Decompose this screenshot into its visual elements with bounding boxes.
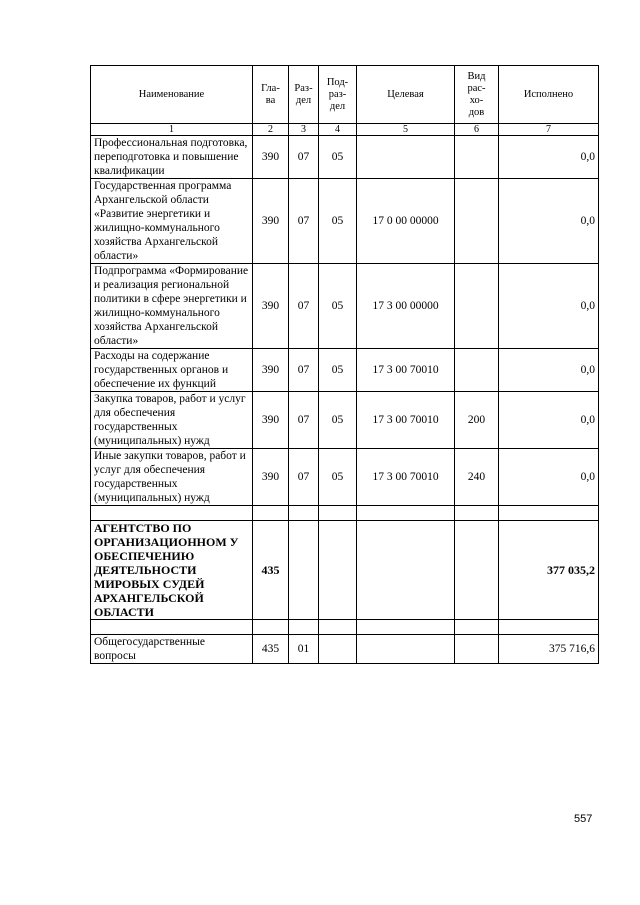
- column-number: 3: [289, 124, 319, 136]
- row-podrazdel: 05: [319, 179, 357, 264]
- row-name: Иные закупки товаров, работ и услуг для обеспечения государственных (муниципальных) нужд: [91, 449, 253, 506]
- row-amount: 0,0: [499, 349, 599, 392]
- row-amount: 0,0: [499, 392, 599, 449]
- row-glava: 390: [253, 392, 289, 449]
- row-podrazdel: 05: [319, 392, 357, 449]
- header-name: Наименование: [91, 66, 253, 124]
- row-podrazdel: 05: [319, 349, 357, 392]
- empty-row: [91, 620, 599, 635]
- row-glava: 390: [253, 449, 289, 506]
- header-podrazdel: Под- раз- дел: [319, 66, 357, 124]
- table-row: [91, 449, 599, 506]
- row-glava: 390: [253, 349, 289, 392]
- row-vid: [455, 179, 499, 264]
- header-amount: Исполнено: [499, 66, 599, 124]
- row-razdel: 07: [289, 179, 319, 264]
- row-name: Расходы на содержание государственных органов и обеспечение их функций: [91, 349, 253, 392]
- row-podrazdel: 05: [319, 136, 357, 179]
- column-number: 1: [91, 124, 253, 136]
- row-target: 17 0 00 00000: [357, 179, 455, 264]
- row-glava: 390: [253, 179, 289, 264]
- row-vid: [455, 136, 499, 179]
- row-name: Общегосударственные вопросы: [91, 635, 253, 664]
- row-razdel: 07: [289, 136, 319, 179]
- row-name: Подпрограмма «Формирование и реализация региональной политики в сфере энергетики и жилищно-коммунального хозяйства Архангельской области»: [91, 264, 253, 349]
- row-amount: 375 716,6: [499, 635, 599, 664]
- row-razdel: 07: [289, 392, 319, 449]
- row-target: 17 3 00 70010: [357, 449, 455, 506]
- row-razdel: 07: [289, 449, 319, 506]
- row-vid: 200: [455, 392, 499, 449]
- column-number: 2: [253, 124, 289, 136]
- column-number: 4: [319, 124, 357, 136]
- table-row: [91, 349, 599, 392]
- row-podrazdel: 05: [319, 264, 357, 349]
- row-razdel: 07: [289, 264, 319, 349]
- row-target: 17 3 00 70010: [357, 349, 455, 392]
- row-amount: 0,0: [499, 264, 599, 349]
- row-amount: 0,0: [499, 136, 599, 179]
- header-vid: Вид рас- хо- дов: [455, 66, 499, 124]
- row-glava: 390: [253, 264, 289, 349]
- row-target: [357, 136, 455, 179]
- column-number: 6: [455, 124, 499, 136]
- row-vid: 240: [455, 449, 499, 506]
- row-name: Государственная программа Архангельской области «Развитие энергетики и жилищно-коммунального хозяйства Архангельской области»: [91, 179, 253, 264]
- row-vid: [455, 264, 499, 349]
- agency-amount: 377 035,2: [499, 521, 599, 620]
- header-glava: Гла- ва: [253, 66, 289, 124]
- table-row: [91, 179, 599, 264]
- row-name: Закупка товаров, работ и услуг для обеспечения государственных (муниципальных) нужд: [91, 392, 253, 449]
- agency-glava: 435: [253, 521, 289, 620]
- column-number: 5: [357, 124, 455, 136]
- empty-row: [91, 506, 599, 521]
- row-vid: [455, 349, 499, 392]
- row-target: 17 3 00 00000: [357, 264, 455, 349]
- page-number: 557: [574, 813, 593, 825]
- row-amount: 0,0: [499, 179, 599, 264]
- header-razdel: Раз- дел: [289, 66, 319, 124]
- table-row: [91, 392, 599, 449]
- row-razdel: 01: [289, 635, 319, 664]
- table-row: [91, 635, 599, 664]
- row-name: Профессиональная подготовка, переподготовка и повышение квалификации: [91, 136, 253, 179]
- row-razdel: 07: [289, 349, 319, 392]
- column-number-row: [91, 124, 599, 136]
- row-amount: 0,0: [499, 449, 599, 506]
- row-glava: 435: [253, 635, 289, 664]
- header-row: [91, 66, 599, 124]
- row-target: 17 3 00 70010: [357, 392, 455, 449]
- agency-row: [91, 521, 599, 620]
- agency-name: АГЕНТСТВО ПО ОРГАНИЗАЦИОННОМ У ОБЕСПЕЧЕНИЮ ДЕЯТЕЛЬНОСТИ МИРОВЫХ СУДЕЙ АРХАНГЕЛЬСКОЙ ОБЛАСТИ: [91, 521, 253, 620]
- row-glava: 390: [253, 136, 289, 179]
- row-podrazdel: 05: [319, 449, 357, 506]
- column-number: 7: [499, 124, 599, 136]
- table-row: [91, 264, 599, 349]
- budget-table: [90, 65, 599, 664]
- header-target: Целевая: [357, 66, 455, 124]
- table-row: [91, 136, 599, 179]
